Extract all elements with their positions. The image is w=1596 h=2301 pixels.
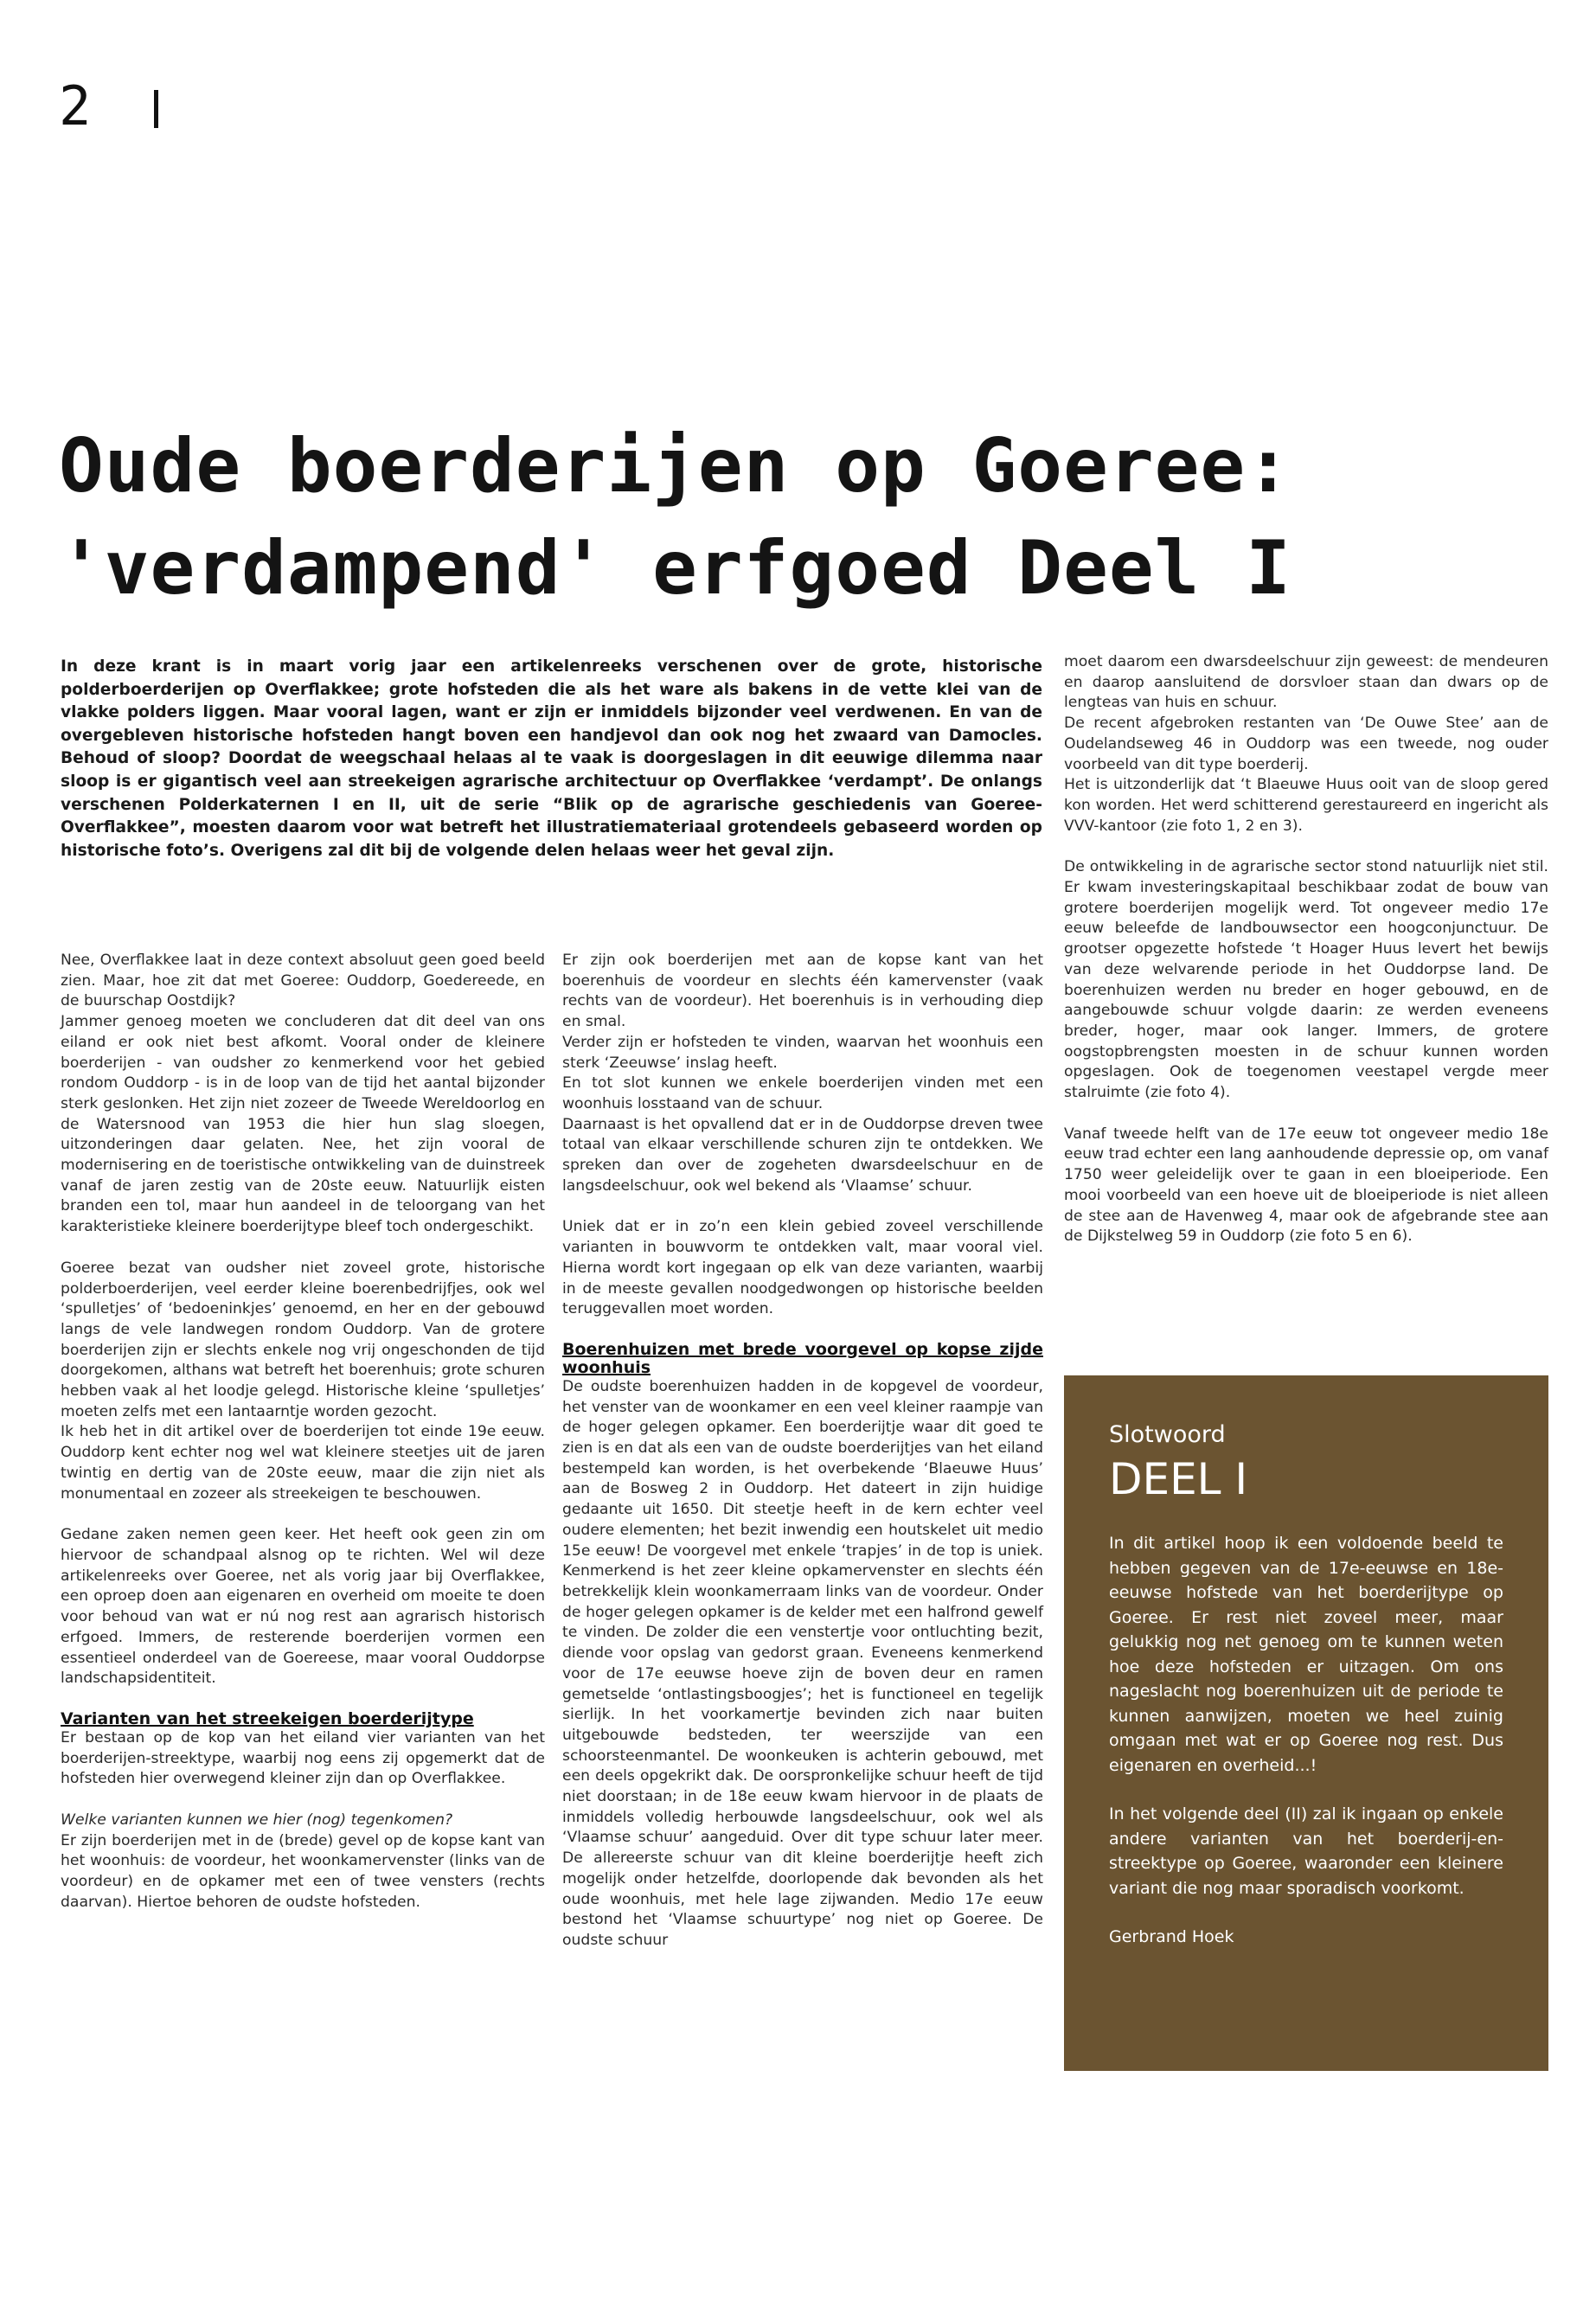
article-column-2	[562, 951, 1043, 1972]
page-number-divider	[154, 90, 158, 128]
article-title-line-1: Oude boerderijen op Goeree:	[59, 423, 1292, 510]
article-title-line-2: 'verdampend' erfgoed Deel I	[59, 525, 1292, 612]
paragraph: moet daarom een dwarsdeelschuur zijn geweest: de mendeuren en daarop aansluitend de dorsvloer staan dan dwars op de lengteas van huis en schuur.	[1064, 653, 1548, 712]
section-question: Welke varianten kunnen we hier (nog) tegenkomen?	[61, 1811, 453, 1830]
paragraph: Nee, Overflakkee laat in deze context absoluut geen goed beeld zien. Maar, hoe zit dat met Goeree: Ouddorp, Goedereede, en de buurschap Oostdijk?	[61, 952, 545, 1010]
article-title	[59, 415, 1564, 619]
section-heading-boerenhuizen: Boerenhuizen met brede voorgevel op kopse zijde woonhuis	[562, 1339, 1043, 1377]
slotwoord-paragraph: In het volgende deel (II) zal ik ingaan op enkele andere varianten van het boerderij-en-streektype op Goeree, waaronder een kleinere variant die nog maar sporadisch voorkomt.	[1109, 1804, 1503, 1898]
slotwoord-paragraph: In dit artikel hoop ik een voldoende beeld te hebben gegeven van de 17e-eeuwse en 18e-eeuwse hofstede van het boerderijtype op Goeree. Er rest niet zoveel meer, maar gelukkig nog net genoeg om te kunnen weten hoe deze hofsteden er uitzagen. Om ons nageslacht nog boerenhuizen uit de periode te kunnen aanwijzen, moeten we heel zuinig omgaan met wat er op Goeree nog rest. Dus eigenaren en overheid...!	[1109, 1534, 1503, 1775]
paragraph: Er zijn boerderijen met in de (brede) gevel op de kopse kant van het woonhuis: de voordeur, het woonkamervenster (links van de voordeur) en de opkamer met een of twee vensters (rechts daarvan). Hiertoe behoren de oudste hofsteden.	[61, 1831, 545, 1911]
paragraph: Goeree bezat van oudsher niet zoveel grote, historische polderboerderijen, veel eerder kleine boerenbedrijfjes, ook wel ‘spulletjes’ of ‘bedoeninkjes’ genoemd, en her en der gebouwd langs de vele landwegen rondom Ouddorp. Van de grotere boerderijen zijn er slechts enkele nog vrij ongeschonden de tijd doorgekomen, althans wat betreft het boerenhuis; grote schuren hebben vaak al het loodje gelegd. Historische kleine ‘spulletjes’ moeten zelfs met een lantaarntje worden gezocht.	[61, 1259, 545, 1420]
paragraph: Jammer genoeg moeten we concluderen dat dit deel van ons eiland er ook niet best afkomt. Vooral onder de kleinere boerderijen - van oudsher zo kenmerkend voor het gebied rondom Ouddorp - is in de loop van de tijd het aantal bijzonder sterk geslonken. Het zijn niet zozeer de Tweede Wereldoorlog en de Watersnood van 1953 die hier hun slag sloegen, uitzonderingen daar gelaten. Nee, het zijn vooral de modernisering en de toeristische ontwikkeling van de duinstreek vanaf de jaren zestig van de 20ste eeuw. Natuurlijk eisten branden een tol, maar hun aandeel in de teloorgang van het karakteristieke kleinere boerderijtype bleef toch ondergeschikt.	[61, 1013, 545, 1236]
paragraph: De recent afgebroken restanten van ‘De Ouwe Stee’ aan de Oudelandseweg 46 in Ouddorp was een tweede, nog ouder voorbeeld van dit type boerderij.	[1064, 715, 1548, 773]
slotwoord-author: Gerbrand Hoek	[1109, 1927, 1234, 1946]
paragraph: Daarnaast is het opvallend dat er in de Ouddorpse dreven twee totaal van elkaar verschillende schuren zijn te ontdekken. We spreken dan over de zogeheten dwarsdeelschuur en de langsdeelschuur, ook wel bekend als ‘Vlaamse’ schuur.	[562, 1115, 1043, 1195]
slotwoord-kicker: Slotwoord	[1109, 1421, 1226, 1448]
section-heading-varianten: Varianten van het streekeigen boerderijtype	[61, 1708, 474, 1728]
page-number: 2	[59, 74, 92, 138]
paragraph: Ik heb het in dit artikel over de boerderijen tot einde 19e eeuw. Ouddorp kent echter nog wel wat kleinere steetjes uit de jaren twintig en dertig van de 20ste eeuw, maar die zijn niet als monumentaal en zozeer als streekeigen te beschouwen.	[61, 1423, 545, 1503]
article-intro: In deze krant is in maart vorig jaar een artikelenreeks verschenen over de grote, historische polderboerderijen op Overflakkee; grote hofsteden die als het ware als bakens in de vette klei van de vlakke polders liggen. Maar vooral lagen, want er zijn er inmiddels bijzonder veel verdwenen. En van de overgebleven historische hofsteden hangt boven een handjevol dan ook nog het zwaard van Damocles. Behoud of sloop? Doordat de weegschaal helaas al te vaak is doorgeslagen in dit eeuwige dilemma naar sloop is er gigantisch veel aan streekeigen agrarische architectuur op Overflakkee ‘verdampt’. De onlangs verschenen Polderkaternen I en II, uit de serie “Blik op de agrarische geschiedenis van Goeree-Overflakkee”, moesten daarom voor wat betreft het illustratiemateriaal grotendeels gebaseerd worden op historische foto’s. Overigens zal dit bij de volgende delen helaas weer het geval zijn.	[61, 657, 1042, 860]
paragraph: De oudste boerenhuizen hadden in de kopgevel de voordeur, het venster van de woonkamer en een veel kleiner raampje van de hoger gelegen opkamer. Een boerderijtje waar dit goed te zien is en dat als een van de oudste boerderijtjes van het eiland bestempeld kan worden, is het overbekende ‘Blaeuwe Huus’ aan de Bosweg 2 in Ouddorp. Het dateert in zijn huidige gedaante uit 1650. Dit steetje heeft in de kern echter veel oudere elementen; het bezit inwendig een houtskelet uit medio 15e eeuw! De voorgevel met enkele ‘trapjes’ in de top is uniek. Kenmerkend is het zeer kleine opkamervenster en slechts één betrekkelijk klein woonkamerraam links van de voordeur. Onder de hoger gelegen opkamer is de kelder met een halfrond gewelf te vinden. De zolder die een venstertje voor ontluchting bezit, diende voor opslag van gedorst graan. Eveneens kenmerkend voor de 17e eeuwse hoeve zijn de boven deur en ramen gemetselde ‘ontlastingsboogjes’; het is functioneel en tegelijk sierlijk. In het voorkamertje bevinden zich naar buiten uitgebouwde bedsteden, ter weerszijde van een schoorsteenmantel. De woonkeuken is achterin gebouwd, met een deels opgekrikt dak. De oorspronkelijke schuur heeft de tijd niet doorstaan; in de 18e eeuw kwam hiervoor in de plaats de inmiddels volledig herbouwde langsdeelschuur, ook wel als ‘Vlaamse schuur’ aangeduid. Over dit type schuur later meer. De allereerste schuur van dit kleine boerderijtje heeft zich mogelijk onder hetzelfde, doorlopende dak bevonden als het oude woonhuis, met hele lage zijwanden. Medio 17e eeuw bestond het ‘Vlaamse schuurtype’ nog niet op Goeree. De oudste schuur	[562, 1377, 1043, 1949]
article-column-3	[1064, 652, 1548, 1268]
paragraph: Er zijn ook boerderijen met aan de kopse kant van het boerenhuis de voordeur en slechts één kamervenster (vaak rechts van de voordeur). Het boerenhuis is in verhouding diep en smal.	[562, 952, 1043, 1031]
paragraph: Het is uitzonderlijk dat ‘t Blaeuwe Huus ooit van de sloop gered kon worden. Het werd schitterend gerestaureerd en ingericht als VVV-kantoor (zie foto 1, 2 en 3).	[1064, 776, 1548, 835]
paragraph: En tot slot kunnen we enkele boerderijen vinden met een woonhuis losstaand van de schuur.	[562, 1074, 1043, 1112]
paragraph: Uniek dat er in zo’n een klein gebied zoveel verschillende varianten in bouwvorm te ontdekken valt, maar vooral viel. Hierna wordt kort ingegaan op elk van deze varianten, waarbij in de meeste gevallen noodgedwongen op historische beelden teruggevallen moet worden.	[562, 1218, 1043, 1318]
paragraph: Er bestaan op de kop van het eiland vier varianten van het boerderijen-streektype, waarbij nog eens zij opgemerkt dat de hofsteden hier overwegend kleiner zijn dan op Overflakkee.	[61, 1728, 545, 1788]
article-column-1	[61, 951, 545, 1934]
paragraph: Gedane zaken nemen geen keer. Het heeft ook geen zin om hiervoor de schandpaal alsnog op te richten. Wel wil deze artikelenreeks over Goeree, net als vorig jaar bij Overflakkee, een oproep doen aan eigenaren en overheid om moeite te doen voor behoud van wat er nú nog rest aan agrarisch historisch erfgoed. Immers, de resterende boerderijen vormen een essentieel onderdeel van de Goereese, maar vooral Ouddorpse landschapsidentiteit.	[61, 1526, 545, 1688]
paragraph: Verder zijn er hofsteden te vinden, waarvan het woonhuis een sterk ‘Zeeuwse’ inslag heeft.	[562, 1033, 1043, 1072]
paragraph: Vanaf tweede helft van de 17e eeuw tot ongeveer medio 18e eeuw trad echter een lang aanhoudende depressie op, om vanaf 1750 weer geleidelijk over te gaan in een bloeiperiode. Een mooi voorbeeld van een hoeve uit de bloeiperiode is niet alleen de stee aan de Havenweg 4, maar ook de afgebrande stee aan de Dijkstelweg 59 in Ouddorp (zie foto 5 en 6).	[1064, 1125, 1548, 1246]
slotwoord-heading: DEEL I	[1109, 1454, 1248, 1504]
slotwoord-box	[1064, 1375, 1548, 2071]
paragraph: De ontwikkeling in de agrarische sector stond natuurlijk niet stil. Er kwam investeringskapitaal beschikbaar zodat de bouw van grotere boerderijen mogelijk werd. Tot ongeveer medio 17e eeuw beleefde de landbouwsector een hoogconjunctuur. De grootser opgezette hofstede ‘t Hoager Huus levert het bewijs van deze welvarende periode in het Ouddorpse land. De boerenhuizen werden nu breder en hoger gebouwd, en de aangebouwde schuur volgde daarin: ze werden eveneens breder, hoger, maar ook langer. Immers, de grotere oogstopbrengsten moesten in de schuur kunnen worden opgeslagen. Ook de toegenomen veestapel vergde meer stalruimte (zie foto 4).	[1064, 858, 1548, 1102]
